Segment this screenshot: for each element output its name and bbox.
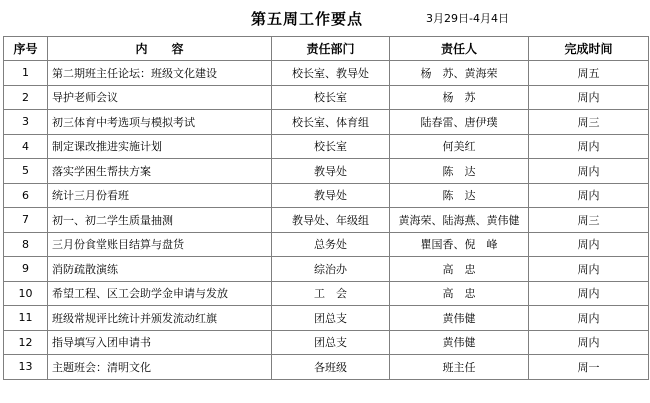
cell-no: 8 — [4, 232, 48, 257]
cell-dept: 校长室 — [272, 134, 390, 159]
table-row — [4, 281, 649, 306]
cell-no: 13 — [4, 355, 48, 380]
table-row — [4, 257, 649, 282]
cell-time: 周内 — [529, 306, 649, 331]
cell-person: 瞿国香、倪 峰 — [390, 232, 529, 257]
cell-no: 7 — [4, 208, 48, 233]
cell-dept: 工 会 — [272, 281, 390, 306]
header-row — [4, 37, 649, 61]
cell-no: 10 — [4, 281, 48, 306]
column-header-no: 序号 — [4, 37, 48, 61]
cell-person: 杨 苏 — [390, 85, 529, 110]
table-row — [4, 355, 649, 380]
cell-no: 5 — [4, 159, 48, 184]
cell-content: 初三体育中考选项与模拟考试 — [48, 110, 272, 135]
title-bar — [0, 0, 650, 36]
column-header-dept: 责任部门 — [272, 37, 390, 61]
cell-time: 周内 — [529, 281, 649, 306]
cell-time: 周三 — [529, 110, 649, 135]
cell-no: 2 — [4, 85, 48, 110]
cell-person: 何美红 — [390, 134, 529, 159]
cell-content: 落实学困生帮扶方案 — [48, 159, 272, 184]
date-range: 3月29日-4月4日 — [426, 12, 509, 25]
work-schedule-table — [3, 36, 649, 380]
table-row — [4, 110, 649, 135]
cell-content: 指导填写入团申请书 — [48, 330, 272, 355]
table-row — [4, 208, 649, 233]
cell-no: 9 — [4, 257, 48, 282]
column-header-person: 责任人 — [390, 37, 529, 61]
table-row — [4, 159, 649, 184]
cell-person: 黄伟健 — [390, 330, 529, 355]
cell-dept: 综治办 — [272, 257, 390, 282]
cell-dept: 校长室、体育组 — [272, 110, 390, 135]
cell-person: 黄伟健 — [390, 306, 529, 331]
cell-person: 陈 达 — [390, 183, 529, 208]
cell-content: 第二期班主任论坛：班级文化建设 — [48, 61, 272, 86]
cell-dept: 总务处 — [272, 232, 390, 257]
cell-no: 3 — [4, 110, 48, 135]
cell-time: 周内 — [529, 159, 649, 184]
cell-person: 黄海荣、陆海燕、黄伟健 — [390, 208, 529, 233]
cell-time: 周一 — [529, 355, 649, 380]
cell-dept: 各班级 — [272, 355, 390, 380]
table-row — [4, 232, 649, 257]
cell-content: 主题班会：清明文化 — [48, 355, 272, 380]
table-row — [4, 306, 649, 331]
cell-person: 杨 苏、黄海荣 — [390, 61, 529, 86]
table-row — [4, 134, 649, 159]
cell-dept: 教导处 — [272, 159, 390, 184]
cell-time: 周内 — [529, 183, 649, 208]
cell-dept: 团总支 — [272, 306, 390, 331]
cell-time: 周内 — [529, 134, 649, 159]
cell-content: 统计三月份看班 — [48, 183, 272, 208]
column-header-time: 完成时间 — [529, 37, 649, 61]
table-row — [4, 85, 649, 110]
cell-person: 高 忠 — [390, 257, 529, 282]
cell-person: 高 忠 — [390, 281, 529, 306]
cell-no: 6 — [4, 183, 48, 208]
cell-time: 周五 — [529, 61, 649, 86]
cell-person: 陈 达 — [390, 159, 529, 184]
cell-content: 消防疏散演练 — [48, 257, 272, 282]
cell-time: 周内 — [529, 85, 649, 110]
table-row — [4, 183, 649, 208]
cell-content: 班级常规评比统计并颁发流动红旗 — [48, 306, 272, 331]
cell-person: 陆春雷、唐伊璞 — [390, 110, 529, 135]
cell-no: 11 — [4, 306, 48, 331]
column-header-content: 内 容 — [48, 37, 272, 61]
cell-time: 周内 — [529, 257, 649, 282]
cell-content: 导护老师会议 — [48, 85, 272, 110]
cell-person: 班主任 — [390, 355, 529, 380]
table-row — [4, 330, 649, 355]
table-row — [4, 61, 649, 86]
page-title: 第五周工作要点 — [251, 10, 364, 28]
cell-dept: 校长室、教导处 — [272, 61, 390, 86]
cell-content: 制定课改推进实施计划 — [48, 134, 272, 159]
cell-no: 4 — [4, 134, 48, 159]
cell-content: 初一、初二学生质量抽测 — [48, 208, 272, 233]
cell-content: 希望工程、区工会助学金申请与发放 — [48, 281, 272, 306]
cell-no: 1 — [4, 61, 48, 86]
cell-content: 三月份食堂账目结算与盘货 — [48, 232, 272, 257]
cell-time: 周三 — [529, 208, 649, 233]
cell-time: 周内 — [529, 330, 649, 355]
cell-time: 周内 — [529, 232, 649, 257]
cell-no: 12 — [4, 330, 48, 355]
cell-dept: 校长室 — [272, 85, 390, 110]
cell-dept: 团总支 — [272, 330, 390, 355]
cell-dept: 教导处、年级组 — [272, 208, 390, 233]
cell-dept: 教导处 — [272, 183, 390, 208]
